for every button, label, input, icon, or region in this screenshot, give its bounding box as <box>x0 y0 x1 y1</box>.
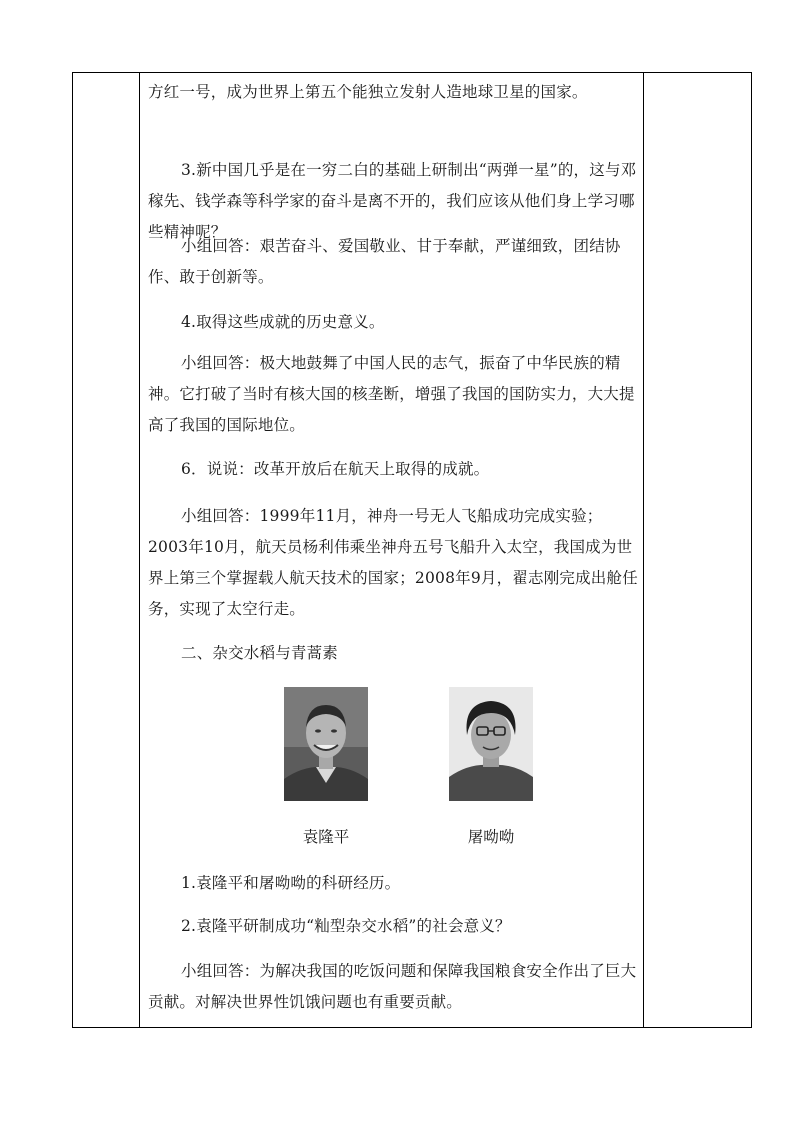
question-4: 4.取得这些成就的历史意义。 <box>181 313 385 331</box>
tu-youyou-photo <box>449 687 533 801</box>
table-left-column <box>73 73 140 1027</box>
answer-3: 小组回答：艰苦奋斗、爱国敬业、甘于奉献，严谨细致，团结协作、敢于创新等。 <box>148 237 621 286</box>
question-2-significance: 2.袁隆平研制成功“籼型杂交水稻”的社会意义？ <box>181 917 511 935</box>
portrait-male-icon <box>284 687 368 801</box>
lesson-table <box>72 72 752 1028</box>
caption-yuan-longping: 袁隆平 <box>302 828 350 846</box>
answer-4: 小组回答：极大地鼓舞了中国人民的志气，振奋了中华民族的精神。它打破了当时有核大国的核垄断，增强了我国的国防实力，大大提高了我国的国际地位。 <box>148 354 635 434</box>
question-1-research: 1.袁隆平和屠呦呦的科研经历。 <box>181 874 401 892</box>
yuan-longping-photo <box>284 687 368 801</box>
paragraph-1: 方红一号，成为世界上第五个能独立发射人造地球卫星的国家。 <box>148 83 588 101</box>
caption-tu-youyou: 屠呦呦 <box>467 828 515 846</box>
question-3: 3.新中国几乎是在一穷二白的基础上研制出“两弹一星”的，这与邓稼先、钱学森等科学家的奋斗是离不开的，我们应该从他们身上学习哪些精神呢？ <box>148 161 637 241</box>
portrait-female-icon <box>449 687 533 801</box>
answer-6: 小组回答：1999年11月，神舟一号无人飞船成功完成实验；2003年10月，航天员杨利伟乘坐神舟五号飞船升入太空，我国成为世界上第三个掌握载人航天技术的国家；2008年9月，翟志刚完成出舱任务，实现了太空行走。 <box>148 507 638 618</box>
answer-significance: 小组回答：为解决我国的吃饭问题和保障我国粮食安全作出了巨大贡献。对解决世界性饥饿问题也有重要贡献。 <box>148 962 637 1011</box>
table-right-column <box>643 73 751 1027</box>
question-6: 6．说说：改革开放后在航天上取得的成就。 <box>181 460 490 478</box>
table-main-column <box>140 73 644 1027</box>
section-heading-2: 二、杂交水稻与青蒿素 <box>181 644 339 662</box>
